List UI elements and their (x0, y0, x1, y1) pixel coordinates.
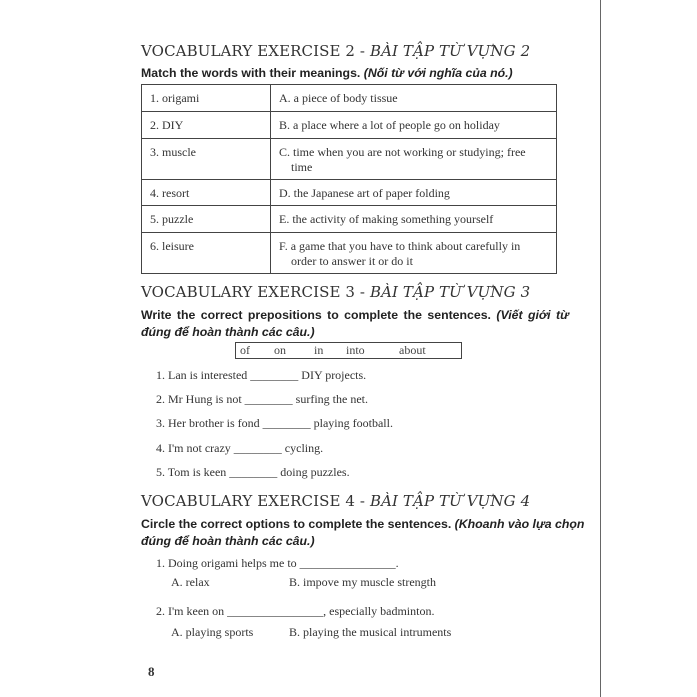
fill-sentence-2: 2. Mr Hung is not ________ surfing the net. (156, 392, 368, 406)
question-1-option-a: A. relax (171, 575, 210, 589)
word-bank-box (235, 342, 462, 359)
exercise-2-instruction-en: Match the words with their meanings. (141, 66, 364, 80)
meaning-cell (271, 206, 557, 233)
question-1-stem: 1. Doing origami helps me to ________________. (156, 556, 399, 570)
table-row (142, 180, 557, 206)
meaning-cell (271, 233, 557, 274)
question-2-option-a: A. playing sports (171, 625, 254, 639)
exercise-2-title (141, 42, 530, 60)
question-2-option-b: B. playing the musical intruments (289, 625, 452, 639)
page-edge-line (600, 0, 601, 697)
word-cell: 2. DIY (142, 112, 271, 139)
meaning-text: B. a place where a lot of people go on holiday (279, 118, 500, 132)
exercise-3-title-en: VOCABULARY EXERCISE 3 - (141, 283, 370, 301)
meaning-text: A. a piece of body tissue (279, 91, 398, 105)
page-number: 8 (148, 664, 155, 679)
exercise-2-instruction (141, 65, 513, 82)
fill-sentence-1: 1. Lan is interested ________ DIY projects. (156, 368, 367, 382)
exercise-4-title (141, 492, 530, 510)
question-2-stem: 2. I'm keen on ________________, especially badminton. (156, 604, 435, 618)
meaning-cell (271, 139, 557, 180)
word-cell: 1. origami (142, 85, 271, 112)
meaning-cell (271, 112, 557, 139)
exercise-2-title-en: VOCABULARY EXERCISE 2 - (141, 42, 370, 60)
fill-sentence-5: 5. Tom is keen ________ doing puzzles. (156, 465, 350, 479)
table-row (142, 206, 557, 233)
table-row (142, 233, 557, 274)
exercise-4-title-vi: BÀI TẬP TỪ VỰNG 4 (369, 492, 531, 510)
exercise-3-instruction-en: Write the correct prepositions to complete the sentences. (141, 308, 497, 322)
word-cell: 5. puzzle (142, 206, 271, 233)
word-bank-item: in (314, 343, 324, 357)
matching-table (141, 84, 557, 274)
meaning-text: D. the Japanese art of paper folding (279, 186, 450, 200)
meaning-text: E. the activity of making something yourself (279, 212, 494, 226)
table-row (142, 85, 557, 112)
meaning-text: F. a game that you have to think about carefully in (279, 239, 521, 253)
word-bank-item: about (399, 343, 426, 357)
word-bank-item: of (240, 343, 250, 357)
exercise-3-instruction-vi-2: đúng để hoàn thành các câu.) (141, 325, 315, 339)
meaning-cell (271, 85, 557, 112)
question-1-option-b: B. impove my muscle strength (289, 575, 436, 589)
word-bank-item: into (346, 343, 365, 357)
word-cell: 4. resort (142, 180, 271, 206)
exercise-4-instruction-vi-1: (Khoanh vào lựa chọn (454, 517, 585, 531)
exercise-3-title-vi: BÀI TẬP TỪ VỰNG 3 (369, 283, 531, 301)
exercise-4-instruction-vi-2: đúng để hoàn thành các câu.) (141, 534, 315, 548)
exercise-4-title-en: VOCABULARY EXERCISE 4 - (141, 492, 370, 510)
word-cell: 6. leisure (142, 233, 271, 274)
exercise-3-title (141, 283, 530, 301)
table-row (142, 139, 557, 180)
meaning-text-continued: time (291, 160, 313, 174)
meaning-text: C. time when you are not working or studying; free (279, 145, 526, 159)
table-row (142, 112, 557, 139)
fill-sentence-4: 4. I'm not crazy ________ cycling. (156, 441, 324, 455)
exercise-2-title-vi: BÀI TẬP TỪ VỰNG 2 (369, 42, 531, 60)
fill-sentence-3: 3. Her brother is fond ________ playing football. (156, 416, 393, 430)
word-bank-item: on (274, 343, 286, 357)
exercise-3-instruction (141, 307, 569, 341)
exercise-4-instruction (141, 516, 584, 550)
exercise-2-instruction-vi: (Nối từ với nghĩa của nó.) (363, 66, 513, 80)
exercise-3-instruction-vi-1: (Viết giới từ (496, 308, 569, 322)
word-cell: 3. muscle (142, 139, 271, 180)
exercise-4-instruction-en: Circle the correct options to complete the sentences. (141, 517, 455, 531)
meaning-text-continued: order to answer it or do it (291, 254, 413, 268)
meaning-cell (271, 180, 557, 206)
